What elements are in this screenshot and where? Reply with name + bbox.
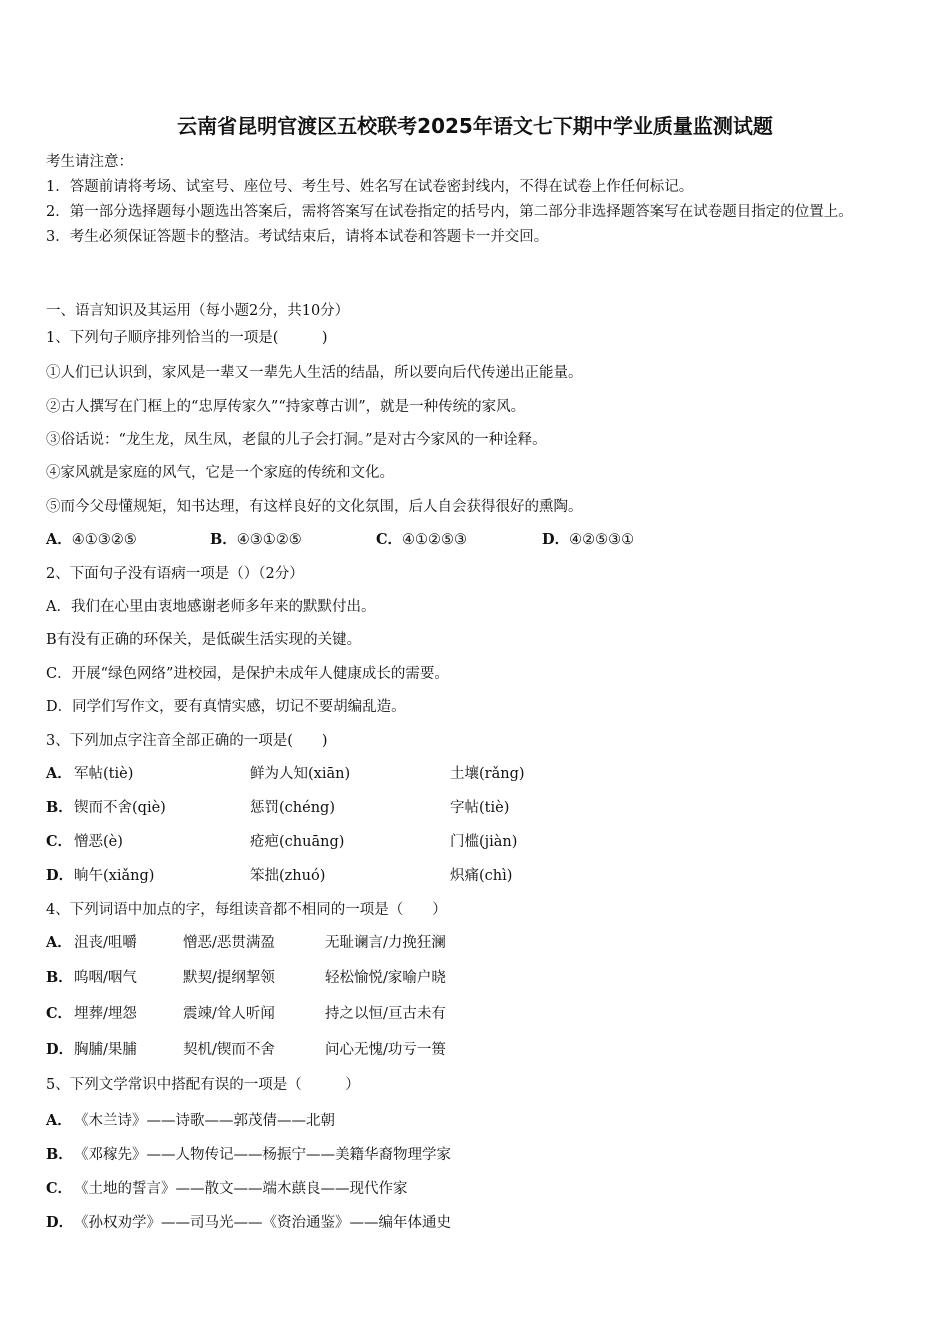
option-cell: 军帖(tiè) <box>74 766 134 782</box>
option-letter: C． <box>46 1005 73 1022</box>
q1-option-b <box>210 528 302 549</box>
option-letter: D． <box>46 1214 74 1231</box>
notice-item: 3．考生必须保证答题卡的整洁。考试结束后，请将本试卷和答题卡一并交回。 <box>46 229 549 245</box>
option-cell: 持之以恒/亘古未有 <box>325 1006 446 1022</box>
option-letter: A． <box>46 1112 72 1129</box>
option-letter: C． <box>46 1180 73 1197</box>
option-cell: 无耻谰言/力挽狂澜 <box>325 935 446 951</box>
q1-option-a <box>46 528 137 549</box>
option-letter: B． <box>210 531 237 548</box>
option-letter: B． <box>46 1146 73 1163</box>
option-letter: A． <box>46 765 72 782</box>
option-text: ④①②⑤③ <box>402 532 468 548</box>
q2-option: B有没有正确的环保关，是低碳生活实现的关键。 <box>46 632 362 648</box>
q1-sentence: ⑤而今父母懂规矩，知书达理，有这样良好的文化氛围，后人自会获得很好的熏陶。 <box>46 499 583 515</box>
option-letter: C． <box>376 531 403 548</box>
option-letter: C． <box>46 833 73 850</box>
question-1-stem: 1、下列句子顺序排列恰当的一项是( ) <box>46 330 328 346</box>
option-cell: 憎恶/恶贯满盈 <box>183 935 275 951</box>
option-letter: D． <box>46 1041 74 1058</box>
option-cell: 晌午(xiǎng) <box>74 868 155 884</box>
notice-item: 1．答题前请将考场、试室号、座位号、考生号、姓名写在试卷密封线内，不得在试卷上作任何标记。 <box>46 179 694 195</box>
option-cell: 笨拙(zhuó) <box>250 868 326 884</box>
q1-sentence: ①人们已认识到，家风是一辈又一辈先人生活的结晶，所以要向后代传递出正能量。 <box>46 365 583 381</box>
option-cell: 锲而不舍(qiè) <box>74 800 166 816</box>
option-cell: 门槛(jiàn) <box>450 834 518 850</box>
page-title: 云南省昆明官渡区五校联考2025年语文七下期中学业质量监测试题 <box>177 114 773 138</box>
option-cell: 胸脯/果脯 <box>74 1042 137 1058</box>
option-cell: 震竦/耸人听闻 <box>183 1006 275 1022</box>
section-heading: 一、语言知识及其运用（每小题2分，共10分） <box>46 303 350 319</box>
option-text: 《孙权劝学》——司马光——《资治通鉴》——编年体通史 <box>74 1215 451 1231</box>
q2-option: A．我们在心里由衷地感谢老师多年来的默默付出。 <box>46 599 376 615</box>
question-5-stem: 5、下列文学常识中搭配有误的一项是（ ） <box>46 1077 360 1093</box>
option-letter: A． <box>46 531 72 548</box>
option-text: ④①③②⑤ <box>71 532 137 548</box>
option-letter: B． <box>46 799 73 816</box>
option-letter: D． <box>542 531 570 548</box>
option-cell: 沮丧/咀嚼 <box>74 935 137 951</box>
option-cell: 土壤(rǎng) <box>450 766 525 782</box>
option-cell: 轻松愉悦/家喻户晓 <box>325 970 446 986</box>
option-letter: B． <box>46 969 73 986</box>
option-text: 《土地的誓言》——散文——端木蕻良——现代作家 <box>74 1181 408 1197</box>
option-cell: 呜咽/咽气 <box>74 970 137 986</box>
option-cell: 默契/提纲挈领 <box>183 970 275 986</box>
q1-sentence: ③俗话说：“龙生龙，凤生凤，老鼠的儿子会打洞。”是对古今家风的一种诠释。 <box>46 432 547 448</box>
option-text: 《木兰诗》——诗歌——郭茂倩——北朝 <box>74 1113 335 1129</box>
q1-option-d <box>542 528 634 549</box>
option-cell: 埋葬/埋怨 <box>74 1006 137 1022</box>
option-cell: 问心无愧/功亏一篑 <box>325 1042 446 1058</box>
q1-option-c <box>376 528 467 549</box>
option-cell: 契机/锲而不舍 <box>183 1042 275 1058</box>
option-cell: 炽痛(chì) <box>450 868 513 884</box>
option-text: ④②⑤③① <box>569 532 635 548</box>
question-3-stem: 3、下列加点字注音全部正确的一项是( ) <box>46 733 328 749</box>
q2-option: C．开展“绿色网络”进校园，是保护未成年人健康成长的需要。 <box>46 666 449 682</box>
q1-sentence: ④家风就是家庭的风气，它是一个家庭的传统和文化。 <box>46 465 394 481</box>
option-cell: 鲜为人知(xiān) <box>250 766 351 782</box>
option-letter: A． <box>46 934 72 951</box>
notice-block <box>46 150 906 250</box>
question-2-stem: 2、下面句子没有语病一项是（）（2分） <box>46 566 304 582</box>
option-cell: 疮疤(chuāng) <box>250 834 345 850</box>
option-cell: 憎恶(è) <box>74 834 123 850</box>
q2-option: D．同学们写作文，要有真情实感，切记不要胡编乱造。 <box>46 699 406 715</box>
option-letter: D． <box>46 867 74 884</box>
q1-sentence: ②古人撰写在门框上的“忠厚传家久”“持家尊古训”，就是一种传统的家风。 <box>46 399 526 415</box>
option-cell: 惩罚(chéng) <box>250 800 335 816</box>
option-text: 《邓稼先》——人物传记——杨振宁——美籍华裔物理学家 <box>74 1147 451 1163</box>
notice-item: 2．第一部分选择题每小题选出答案后，需将答案写在试卷指定的括号内，第二部分非选择题答案写在试卷题目指定的位置上。 <box>46 204 853 220</box>
option-text: ④③①②⑤ <box>236 532 302 548</box>
question-4-stem: 4、下列词语中加点的字，每组读音都不相同的一项是（ ） <box>46 902 447 918</box>
option-cell: 字帖(tiè) <box>450 800 510 816</box>
notice-heading: 考生请注意： <box>46 154 133 170</box>
